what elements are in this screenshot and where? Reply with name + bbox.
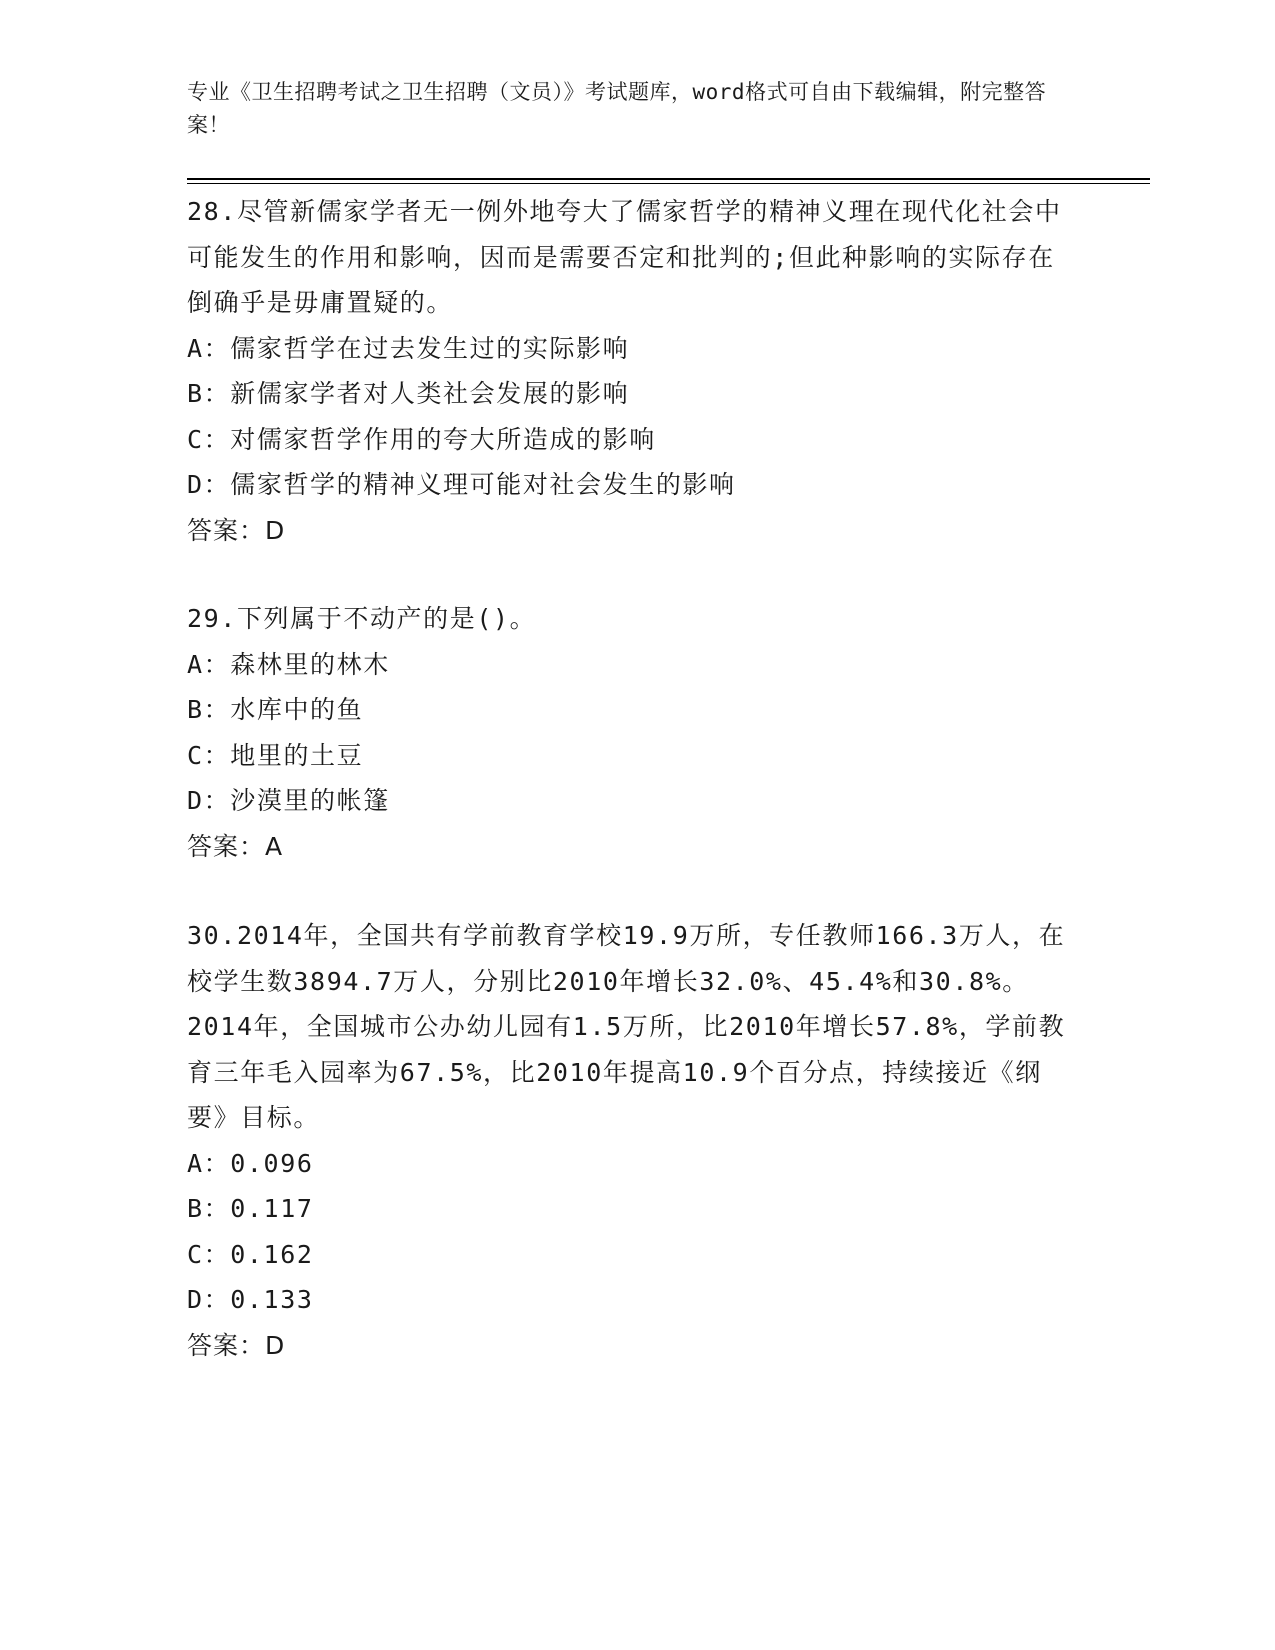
option-c: C：地里的土豆 [187,740,364,770]
answer-label: 答案：D [187,515,286,545]
header-divider [187,178,1150,180]
question-29 [187,596,1077,869]
option-b: B：0.117 [187,1194,314,1223]
question-stem: 28.尽管新儒家学者无一例外地夸大了儒家哲学的精神义理在现代化社会中可能发生的作用和影响，因而是需要否定和批判的;但此种影响的实际存在倒确乎是毋庸置疑的。 [187,197,1062,317]
question-28 [187,189,1077,553]
question-stem: 30.2014年，全国共有学前教育学校19.9万所，专任教师166.3万人，在校学生数3894.7万人，分别比2010年增长32.0%、45.4%和30.8%。2014年，全国城市公办幼儿园有1.5万所，比2010年增长57.8%，学前教育三年毛入园率为67.5%，比2010年提高10.9个百分点，持续接近《纲要》目标。 [187,921,1066,1132]
document-header: 专业《卫生招聘考试之卫生招聘（文员）》考试题库，word格式可自由下载编辑，附完整答案！ [187,80,1047,137]
question-30 [187,913,1077,1368]
option-d: D：0.133 [187,1285,314,1314]
option-b: B：新儒家学者对人类社会发展的影响 [187,379,630,408]
option-a: A：儒家哲学在过去发生过的实际影响 [187,333,630,363]
header-divider-thin [187,183,1150,184]
answer-label: 答案：A [187,831,284,861]
question-stem: 29.下列属于不动产的是()。 [187,604,537,633]
option-a: A：森林里的林木 [187,649,390,679]
option-d: D：儒家哲学的精神义理可能对社会发生的影响 [187,470,736,499]
answer-label: 答案：D [187,1330,286,1360]
option-c: C：对儒家哲学作用的夸大所造成的影响 [187,424,656,454]
option-c: C：0.162 [187,1239,314,1269]
option-a: A：0.096 [187,1148,314,1178]
option-b: B：水库中的鱼 [187,695,364,724]
option-d: D：沙漠里的帐篷 [187,786,390,815]
